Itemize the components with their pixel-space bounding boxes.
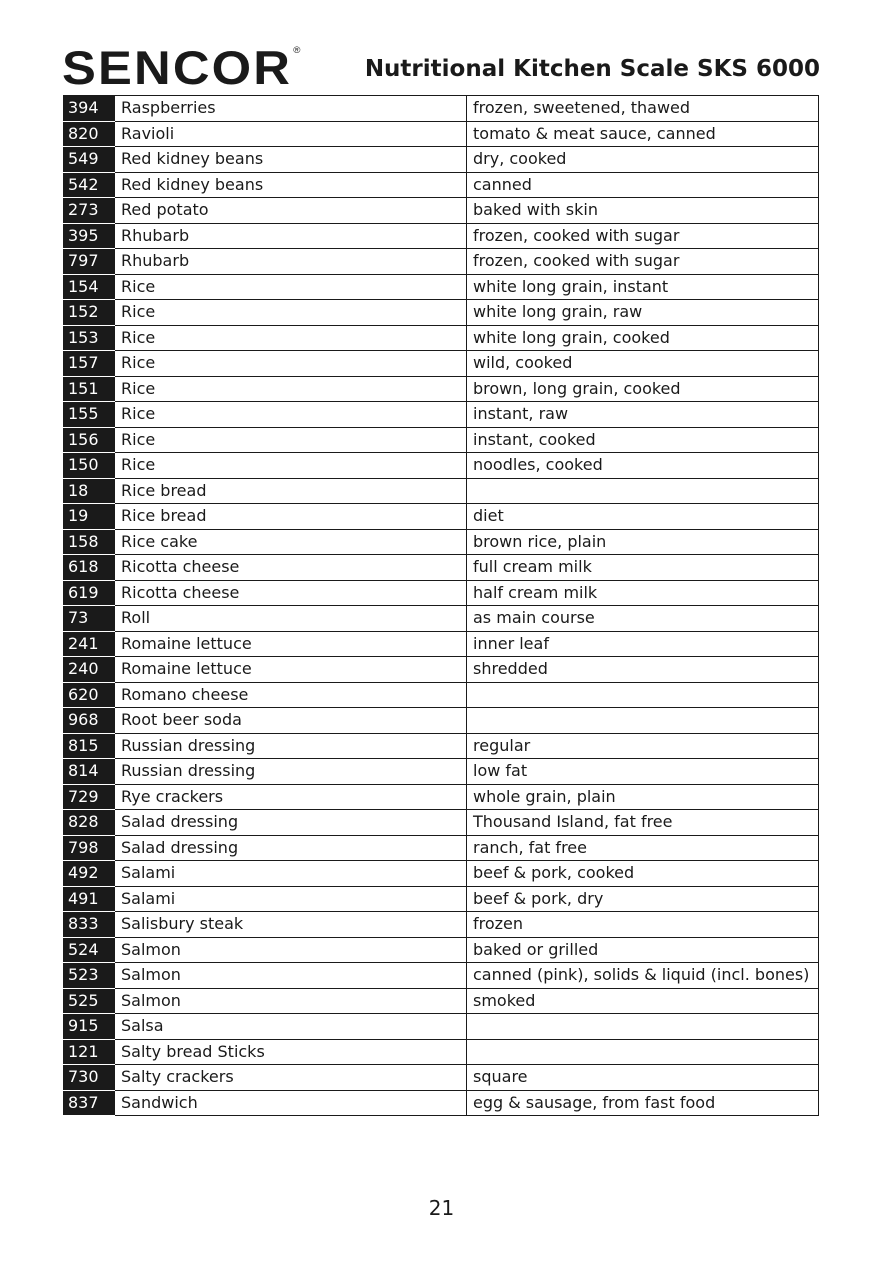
food-description-cell: brown rice, plain (467, 529, 819, 555)
table-row (64, 963, 819, 989)
food-name-cell: Rice (115, 351, 467, 377)
table-row (64, 861, 819, 887)
food-code-cell: 157 (64, 351, 115, 377)
table-row (64, 631, 819, 657)
table-row (64, 835, 819, 861)
food-description-cell: beef & pork, dry (467, 886, 819, 912)
food-code-cell: 523 (64, 963, 115, 989)
food-description-cell (467, 708, 819, 734)
food-description-cell: low fat (467, 759, 819, 785)
food-code-cell: 542 (64, 172, 115, 198)
food-description-cell: white long grain, raw (467, 300, 819, 326)
food-code-cell: 618 (64, 555, 115, 581)
food-code-cell: 837 (64, 1090, 115, 1116)
food-code-cell: 797 (64, 249, 115, 275)
food-description-cell: frozen (467, 912, 819, 938)
table-row (64, 529, 819, 555)
food-name-cell: Red kidney beans (115, 147, 467, 173)
food-code-cell: 18 (64, 478, 115, 504)
food-description-cell: tomato & meat sauce, canned (467, 121, 819, 147)
food-description-cell: canned (pink), solids & liquid (incl. bones) (467, 963, 819, 989)
table-row (64, 351, 819, 377)
food-description-cell (467, 1039, 819, 1065)
food-code-cell: 815 (64, 733, 115, 759)
food-name-cell: Romaine lettuce (115, 631, 467, 657)
food-description-cell: as main course (467, 606, 819, 632)
food-description-cell: wild, cooked (467, 351, 819, 377)
food-description-cell: white long grain, instant (467, 274, 819, 300)
table-row (64, 172, 819, 198)
food-description-cell: ranch, fat free (467, 835, 819, 861)
food-description-cell: frozen, cooked with sugar (467, 223, 819, 249)
food-description-cell: instant, cooked (467, 427, 819, 453)
food-code-cell: 729 (64, 784, 115, 810)
food-code-cell: 19 (64, 504, 115, 530)
food-name-cell: Rye crackers (115, 784, 467, 810)
food-name-cell: Ricotta cheese (115, 580, 467, 606)
food-description-cell: instant, raw (467, 402, 819, 428)
table-row (64, 1014, 819, 1040)
food-code-cell: 492 (64, 861, 115, 887)
food-code-cell: 153 (64, 325, 115, 351)
table-row (64, 912, 819, 938)
registered-mark: ® (293, 45, 303, 55)
table-row (64, 223, 819, 249)
table-row (64, 402, 819, 428)
food-name-cell: Rice bread (115, 478, 467, 504)
page-title: Nutritional Kitchen Scale SKS 6000 (364, 56, 820, 82)
food-name-cell: Rice (115, 376, 467, 402)
food-description-cell: inner leaf (467, 631, 819, 657)
food-code-cell: 241 (64, 631, 115, 657)
food-description-cell: brown, long grain, cooked (467, 376, 819, 402)
table-row (64, 1065, 819, 1091)
food-code-cell: 155 (64, 402, 115, 428)
food-description-cell: baked with skin (467, 198, 819, 224)
food-name-cell: Rice (115, 453, 467, 479)
food-name-cell: Russian dressing (115, 733, 467, 759)
food-description-cell: egg & sausage, from fast food (467, 1090, 819, 1116)
table-row (64, 427, 819, 453)
food-code-cell: 833 (64, 912, 115, 938)
food-code-cell: 240 (64, 657, 115, 683)
food-description-cell: dry, cooked (467, 147, 819, 173)
food-code-cell: 730 (64, 1065, 115, 1091)
food-description-cell: shredded (467, 657, 819, 683)
food-description-cell: whole grain, plain (467, 784, 819, 810)
food-name-cell: Salisbury steak (115, 912, 467, 938)
food-name-cell: Salmon (115, 937, 467, 963)
table-row (64, 886, 819, 912)
table-row (64, 810, 819, 836)
table-row (64, 249, 819, 275)
food-name-cell: Sandwich (115, 1090, 467, 1116)
food-code-cell: 491 (64, 886, 115, 912)
food-name-cell: Root beer soda (115, 708, 467, 734)
food-name-cell: Salty bread Sticks (115, 1039, 467, 1065)
table-row (64, 988, 819, 1014)
table-row (64, 708, 819, 734)
food-name-cell: Salami (115, 886, 467, 912)
food-code-cell: 525 (64, 988, 115, 1014)
food-description-cell: regular (467, 733, 819, 759)
food-description-cell: white long grain, cooked (467, 325, 819, 351)
food-name-cell: Salty crackers (115, 1065, 467, 1091)
food-description-cell: Thousand Island, fat free (467, 810, 819, 836)
food-description-cell: baked or grilled (467, 937, 819, 963)
food-name-cell: Romaine lettuce (115, 657, 467, 683)
food-name-cell: Rice (115, 325, 467, 351)
food-code-cell: 154 (64, 274, 115, 300)
food-code-cell: 549 (64, 147, 115, 173)
food-code-cell: 619 (64, 580, 115, 606)
food-code-cell: 273 (64, 198, 115, 224)
food-code-table-body (64, 96, 819, 1116)
food-description-cell: canned (467, 172, 819, 198)
food-code-cell: 150 (64, 453, 115, 479)
food-code-cell: 620 (64, 682, 115, 708)
food-name-cell: Ravioli (115, 121, 467, 147)
table-row (64, 198, 819, 224)
table-row (64, 478, 819, 504)
food-name-cell: Salsa (115, 1014, 467, 1040)
food-name-cell: Russian dressing (115, 759, 467, 785)
food-code-table (63, 95, 819, 1116)
table-row (64, 1090, 819, 1116)
table-row (64, 759, 819, 785)
food-code-cell: 968 (64, 708, 115, 734)
table-row (64, 300, 819, 326)
food-code-cell: 158 (64, 529, 115, 555)
food-name-cell: Ricotta cheese (115, 555, 467, 581)
food-name-cell: Rice (115, 427, 467, 453)
food-name-cell: Salad dressing (115, 835, 467, 861)
food-name-cell: Salmon (115, 988, 467, 1014)
table-row (64, 555, 819, 581)
brand-wordmark: SENCOR (62, 41, 293, 94)
food-code-cell: 820 (64, 121, 115, 147)
food-description-cell (467, 1014, 819, 1040)
food-name-cell: Rice cake (115, 529, 467, 555)
food-description-cell: beef & pork, cooked (467, 861, 819, 887)
food-name-cell: Salad dressing (115, 810, 467, 836)
table-row (64, 937, 819, 963)
table-row (64, 121, 819, 147)
food-description-cell (467, 478, 819, 504)
brand-logo (62, 41, 303, 94)
table-row (64, 274, 819, 300)
food-code-cell: 152 (64, 300, 115, 326)
page-number: 21 (428, 1196, 455, 1220)
table-row (64, 147, 819, 173)
food-description-cell: frozen, cooked with sugar (467, 249, 819, 275)
food-code-cell: 828 (64, 810, 115, 836)
table-row (64, 376, 819, 402)
food-code-cell: 814 (64, 759, 115, 785)
food-code-cell: 73 (64, 606, 115, 632)
table-row (64, 682, 819, 708)
food-name-cell: Rhubarb (115, 223, 467, 249)
food-description-cell: full cream milk (467, 555, 819, 581)
food-code-cell: 524 (64, 937, 115, 963)
food-name-cell: Rice (115, 402, 467, 428)
food-name-cell: Romano cheese (115, 682, 467, 708)
table-row (64, 657, 819, 683)
food-name-cell: Red potato (115, 198, 467, 224)
table-row (64, 1039, 819, 1065)
table-row (64, 504, 819, 530)
table-row (64, 453, 819, 479)
food-description-cell: square (467, 1065, 819, 1091)
food-code-cell: 395 (64, 223, 115, 249)
food-code-cell: 151 (64, 376, 115, 402)
food-description-cell: half cream milk (467, 580, 819, 606)
food-description-cell: noodles, cooked (467, 453, 819, 479)
food-name-cell: Rhubarb (115, 249, 467, 275)
food-name-cell: Salami (115, 861, 467, 887)
table-row (64, 606, 819, 632)
food-description-cell (467, 682, 819, 708)
food-name-cell: Red kidney beans (115, 172, 467, 198)
food-name-cell: Rice (115, 300, 467, 326)
food-name-cell: Raspberries (115, 96, 467, 122)
food-code-cell: 156 (64, 427, 115, 453)
food-code-cell: 915 (64, 1014, 115, 1040)
table-row (64, 733, 819, 759)
table-row (64, 580, 819, 606)
table-row (64, 96, 819, 122)
food-description-cell: frozen, sweetened, thawed (467, 96, 819, 122)
food-description-cell: diet (467, 504, 819, 530)
food-name-cell: Rice (115, 274, 467, 300)
food-code-cell: 394 (64, 96, 115, 122)
table-row (64, 325, 819, 351)
food-name-cell: Roll (115, 606, 467, 632)
food-code-cell: 121 (64, 1039, 115, 1065)
food-description-cell: smoked (467, 988, 819, 1014)
food-name-cell: Salmon (115, 963, 467, 989)
food-code-cell: 798 (64, 835, 115, 861)
food-name-cell: Rice bread (115, 504, 467, 530)
table-row (64, 784, 819, 810)
